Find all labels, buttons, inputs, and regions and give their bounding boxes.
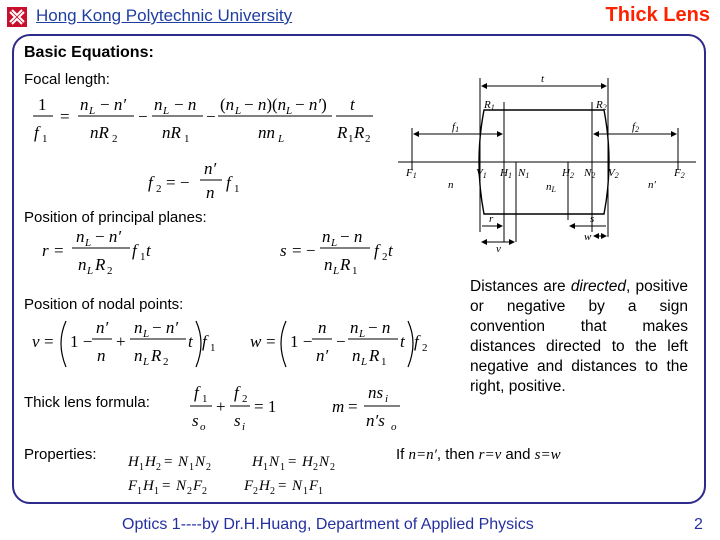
svg-text:R: R bbox=[151, 346, 162, 365]
svg-text:1: 1 bbox=[184, 133, 190, 145]
focal-length-equation bbox=[28, 88, 388, 148]
svg-text:n: n bbox=[322, 227, 331, 246]
svg-text:R: R bbox=[354, 123, 365, 142]
svg-text:2: 2 bbox=[365, 133, 371, 145]
svg-text:n′: n′ bbox=[204, 159, 217, 178]
condition-then: , then bbox=[436, 446, 479, 463]
svg-text:F: F bbox=[244, 478, 254, 494]
svg-text:=: = bbox=[54, 241, 64, 260]
svg-text:− n′: − n′ bbox=[100, 95, 127, 114]
svg-text:f: f bbox=[132, 241, 137, 260]
svg-text:− n)(n: − n)(n bbox=[244, 95, 287, 114]
condition-r: r=v bbox=[478, 447, 502, 463]
svg-text:=: = bbox=[60, 107, 70, 126]
svg-text:H: H bbox=[128, 454, 139, 470]
label-w: w bbox=[584, 231, 592, 243]
svg-text:= −: = − bbox=[166, 173, 190, 192]
condition-and: and bbox=[501, 446, 535, 463]
svg-text:1: 1 bbox=[280, 462, 285, 473]
svg-text:L: L bbox=[143, 356, 150, 368]
footer-text: Optics 1----by Dr.H.Huang, Department of Applied Physics bbox=[122, 516, 534, 533]
svg-text:n: n bbox=[318, 318, 327, 337]
svg-text:n: n bbox=[154, 95, 163, 114]
label-R1: R1 bbox=[484, 99, 495, 112]
svg-text:f: f bbox=[194, 383, 199, 402]
svg-text:H: H bbox=[302, 454, 313, 470]
svg-text:N: N bbox=[195, 454, 206, 470]
svg-text:− n: − n bbox=[174, 95, 197, 114]
svg-text:=: = bbox=[266, 332, 276, 351]
svg-text:f: f bbox=[234, 383, 239, 402]
svg-text:= −: = − bbox=[292, 241, 316, 260]
svg-text:− n′: − n′ bbox=[152, 318, 179, 337]
svg-text:n: n bbox=[324, 255, 333, 274]
section-focal-length: Focal length: bbox=[24, 71, 110, 88]
svg-text:=: = bbox=[278, 478, 287, 494]
university-name[interactable]: Hong Kong Polytechnic University bbox=[36, 6, 293, 25]
svg-text:1: 1 bbox=[42, 133, 48, 145]
svg-text:1: 1 bbox=[38, 95, 47, 114]
svg-text:i: i bbox=[242, 421, 246, 433]
svg-text:t: t bbox=[350, 95, 355, 114]
label-f1: f1 bbox=[452, 121, 460, 134]
svg-text:2: 2 bbox=[187, 486, 192, 497]
svg-text:=: = bbox=[348, 397, 358, 416]
label-r: r bbox=[489, 213, 494, 225]
svg-text:L: L bbox=[87, 265, 94, 277]
svg-text:nR: nR bbox=[162, 123, 181, 142]
svg-text:−: − bbox=[206, 107, 216, 126]
note-part2: , positive or negative by a sign convention that makes distances directed to the left negative and distances to the right, positive. bbox=[470, 278, 689, 395]
svg-text:1: 1 bbox=[381, 356, 387, 368]
section-thick-lens-formula: Thick lens formula: bbox=[24, 394, 150, 411]
svg-text:2: 2 bbox=[330, 462, 335, 473]
condition-lhs: n=n′ bbox=[408, 447, 437, 463]
svg-text:− n: − n bbox=[368, 318, 391, 337]
svg-text:+: + bbox=[116, 332, 126, 351]
svg-text:H: H bbox=[143, 478, 154, 494]
label-v: v bbox=[496, 243, 501, 252]
svg-text:2: 2 bbox=[242, 393, 248, 405]
svg-text:−: − bbox=[138, 107, 148, 126]
svg-text:f: f bbox=[148, 173, 153, 192]
svg-text:L: L bbox=[235, 105, 242, 117]
svg-text:N: N bbox=[176, 478, 187, 494]
svg-text:t: t bbox=[188, 332, 193, 351]
svg-text:= 1: = 1 bbox=[254, 397, 277, 416]
svg-text:2: 2 bbox=[270, 486, 275, 497]
svg-text:1: 1 bbox=[140, 251, 146, 263]
svg-text:f: f bbox=[414, 332, 419, 351]
svg-text:L: L bbox=[278, 133, 285, 145]
svg-text:1: 1 bbox=[348, 133, 354, 145]
svg-text:N: N bbox=[178, 454, 189, 470]
svg-text:1: 1 bbox=[318, 486, 323, 497]
svg-text:1: 1 bbox=[137, 486, 142, 497]
university-logo bbox=[6, 6, 28, 28]
svg-text:2: 2 bbox=[112, 133, 118, 145]
svg-text:n: n bbox=[134, 346, 143, 365]
svg-text:i: i bbox=[385, 393, 389, 405]
label-R2: R2 bbox=[596, 99, 607, 112]
svg-text:m: m bbox=[332, 397, 345, 416]
label-N1: N1 bbox=[518, 167, 530, 180]
svg-text:F: F bbox=[193, 478, 203, 494]
magnification-equation bbox=[330, 382, 410, 434]
thick-lens-formula-equation bbox=[186, 382, 286, 434]
sign-convention-note bbox=[470, 277, 688, 397]
svg-text:n: n bbox=[352, 346, 361, 365]
svg-text:s: s bbox=[280, 241, 287, 260]
svg-text:=: = bbox=[288, 454, 297, 470]
svg-text:t: t bbox=[388, 241, 393, 260]
nodal-w-equation bbox=[248, 313, 438, 373]
svg-text:s: s bbox=[234, 411, 241, 430]
svg-text:1: 1 bbox=[234, 183, 240, 195]
svg-text:f: f bbox=[202, 332, 207, 351]
svg-text:1 −: 1 − bbox=[70, 332, 93, 351]
svg-text:L: L bbox=[333, 265, 340, 277]
section-nodal-points: Position of nodal points: bbox=[24, 296, 184, 313]
svg-text:n: n bbox=[76, 227, 85, 246]
svg-text:1: 1 bbox=[139, 462, 144, 473]
svg-text:n: n bbox=[350, 318, 359, 337]
svg-text:n′: n′ bbox=[316, 346, 329, 365]
section-basic-equations: Basic Equations: bbox=[24, 44, 154, 61]
svg-text:1: 1 bbox=[352, 265, 358, 277]
svg-text:R: R bbox=[340, 255, 351, 274]
svg-text:1: 1 bbox=[263, 462, 268, 473]
section-principal-planes: Position of principal planes: bbox=[24, 209, 207, 226]
note-emphasis: directed bbox=[570, 278, 626, 295]
label-s: s bbox=[590, 213, 595, 225]
svg-text:− n′: − n′ bbox=[95, 227, 122, 246]
page-number: 2 bbox=[694, 516, 703, 533]
svg-text:nn: nn bbox=[258, 123, 275, 142]
svg-text:− n: − n bbox=[340, 227, 363, 246]
svg-text:s: s bbox=[192, 411, 199, 430]
svg-text:2: 2 bbox=[422, 342, 428, 354]
svg-text:1: 1 bbox=[154, 486, 159, 497]
svg-text:2: 2 bbox=[156, 462, 161, 473]
svg-text:1: 1 bbox=[189, 462, 194, 473]
nodal-v-equation bbox=[30, 313, 220, 373]
svg-text:1: 1 bbox=[210, 342, 216, 354]
condition-s: s=w bbox=[534, 447, 561, 463]
svg-text:n: n bbox=[78, 255, 87, 274]
svg-text:H: H bbox=[252, 454, 263, 470]
svg-text:f: f bbox=[34, 123, 39, 142]
label-H1: H1 bbox=[500, 167, 512, 180]
svg-text:L: L bbox=[85, 237, 92, 249]
svg-text:2: 2 bbox=[313, 462, 318, 473]
svg-text:− n′): − n′) bbox=[295, 95, 327, 114]
svg-text:ns: ns bbox=[368, 383, 384, 402]
svg-text:2: 2 bbox=[253, 486, 258, 497]
svg-text:nR: nR bbox=[90, 123, 109, 142]
svg-text:N: N bbox=[269, 454, 280, 470]
svg-text:2: 2 bbox=[202, 486, 207, 497]
svg-text:H: H bbox=[145, 454, 156, 470]
slide-title: Thick Lens bbox=[605, 4, 710, 26]
svg-text:N: N bbox=[319, 454, 330, 470]
section-properties: Properties: bbox=[24, 446, 97, 463]
label-nprime: n′ bbox=[648, 179, 656, 191]
svg-text:L: L bbox=[163, 105, 170, 117]
svg-text:L: L bbox=[331, 237, 338, 249]
svg-text:1: 1 bbox=[202, 393, 208, 405]
svg-text:−: − bbox=[336, 332, 346, 351]
svg-text:t: t bbox=[146, 241, 151, 260]
equality-condition bbox=[396, 446, 561, 464]
svg-text:=: = bbox=[44, 332, 54, 351]
svg-text:2: 2 bbox=[163, 356, 169, 368]
svg-text:F: F bbox=[309, 478, 319, 494]
svg-text:v: v bbox=[32, 332, 40, 351]
label-nL: nL bbox=[546, 181, 556, 194]
svg-text:L: L bbox=[143, 328, 150, 340]
svg-text:n: n bbox=[80, 95, 89, 114]
label-n: n bbox=[448, 179, 454, 191]
svg-text:F: F bbox=[128, 478, 138, 494]
label-f2: f2 bbox=[632, 121, 640, 134]
svg-text:n: n bbox=[134, 318, 143, 337]
svg-text:n′: n′ bbox=[96, 318, 109, 337]
svg-text:2: 2 bbox=[156, 183, 162, 195]
svg-text:L: L bbox=[361, 356, 368, 368]
svg-text:w: w bbox=[250, 332, 262, 351]
principal-r-equation bbox=[40, 226, 180, 282]
svg-text:R: R bbox=[95, 255, 106, 274]
svg-text:H: H bbox=[259, 478, 270, 494]
svg-text:L: L bbox=[359, 328, 366, 340]
thick-lens-diagram bbox=[396, 72, 698, 252]
svg-text:L: L bbox=[286, 105, 293, 117]
svg-text:1: 1 bbox=[303, 486, 308, 497]
svg-text:L: L bbox=[89, 105, 96, 117]
svg-text:f: f bbox=[374, 241, 379, 260]
svg-text:r: r bbox=[42, 241, 49, 260]
svg-text:t: t bbox=[400, 332, 405, 351]
label-F1: F1 bbox=[406, 167, 417, 180]
f2-relation-equation bbox=[146, 156, 266, 206]
svg-text:n′s: n′s bbox=[366, 411, 385, 430]
svg-text:2: 2 bbox=[382, 251, 388, 263]
condition-if: If bbox=[396, 446, 409, 463]
svg-text:2: 2 bbox=[107, 265, 113, 277]
svg-text:o: o bbox=[200, 421, 206, 433]
label-V2: V2 bbox=[608, 167, 619, 180]
label-t: t bbox=[541, 73, 545, 85]
svg-text:2: 2 bbox=[206, 462, 211, 473]
svg-text:f: f bbox=[226, 173, 231, 192]
svg-text:n: n bbox=[206, 183, 215, 202]
properties-equations bbox=[126, 448, 356, 498]
note-part1: Distances are bbox=[470, 278, 571, 295]
label-V1: V1 bbox=[476, 167, 487, 180]
svg-text:=: = bbox=[162, 478, 171, 494]
label-H2: H2 bbox=[562, 167, 574, 180]
svg-text:=: = bbox=[164, 454, 173, 470]
svg-text:R: R bbox=[369, 346, 380, 365]
svg-text:n: n bbox=[97, 346, 106, 365]
svg-text:R: R bbox=[337, 123, 348, 142]
svg-text:1 −: 1 − bbox=[290, 332, 313, 351]
label-F2: F2 bbox=[674, 167, 685, 180]
label-N2: N2 bbox=[584, 167, 596, 180]
svg-text:o: o bbox=[391, 421, 397, 433]
svg-text:(n: (n bbox=[220, 95, 235, 114]
svg-text:+: + bbox=[216, 397, 226, 416]
svg-text:N: N bbox=[292, 478, 303, 494]
